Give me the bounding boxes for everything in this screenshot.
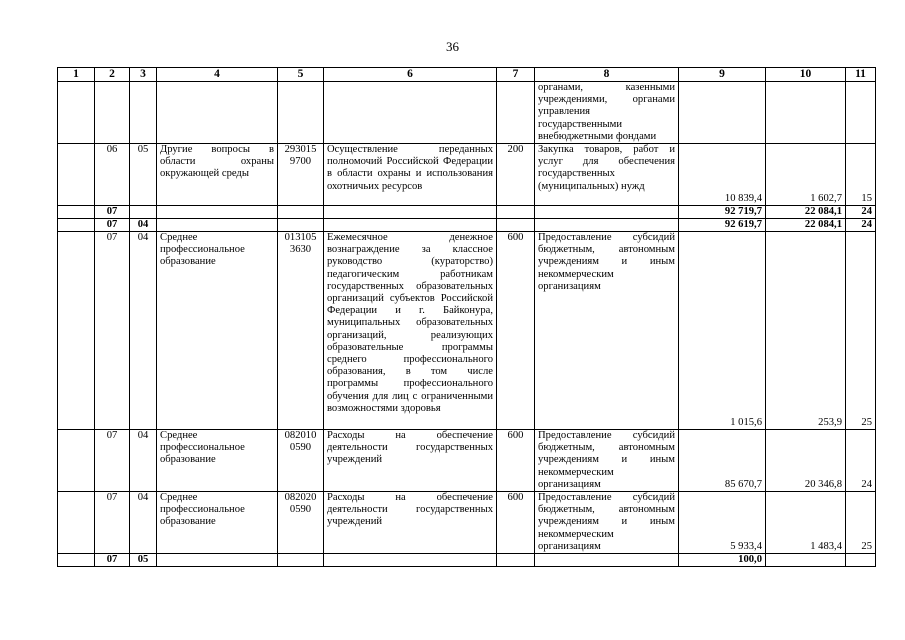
cell-col1 — [58, 430, 95, 492]
cell-subsection: 04 — [130, 232, 157, 430]
column-header: 11 — [846, 68, 876, 82]
cell-col1 — [58, 232, 95, 430]
cell-col1 — [58, 219, 95, 232]
cell-subsection-name — [157, 82, 278, 144]
cell-amount-planned: 10 839,4 — [679, 144, 766, 206]
cell-amount-executed — [766, 82, 846, 144]
cell-col1 — [58, 492, 95, 554]
column-header: 2 — [95, 68, 130, 82]
cell-percent: 24 — [846, 219, 876, 232]
cell-expense-code — [497, 219, 535, 232]
cell-subsection-name: Среднее профессиональное образование — [157, 232, 278, 430]
table-row — [58, 82, 876, 144]
cell-target-code — [278, 219, 324, 232]
cell-col1 — [58, 144, 95, 206]
cell-col1 — [58, 554, 95, 567]
cell-subsection: 04 — [130, 430, 157, 492]
cell-expense-name — [535, 554, 679, 567]
cell-target-name: Ежемесячное денежное вознаграждение за классное руководство (кураторство) педагогическим работникам государственных образовательных организаций субъектов Российской Федерации и г. Байконура, муниципальных образовательных организаций, реализующих образовательные программы среднего профессионального образования, в том числе программы профессионального обучения для лиц с ограниченными возможностями здоровья — [324, 232, 497, 430]
cell-amount-executed: 1 602,7 — [766, 144, 846, 206]
cell-subsection-name: Среднее профессиональное образование — [157, 430, 278, 492]
page-number: 36 — [446, 39, 459, 54]
table-row — [58, 492, 876, 554]
cell-subsection-name — [157, 554, 278, 567]
cell-section: 07 — [95, 554, 130, 567]
cell-section: 06 — [95, 144, 130, 206]
cell-percent: 25 — [846, 232, 876, 430]
cell-target-name: Осуществление переданных полномочий Российской Федерации в области охраны и использования охотничьих ресурсов — [324, 144, 497, 206]
cell-amount-planned: 92 619,7 — [679, 219, 766, 232]
cell-section: 07 — [95, 206, 130, 219]
cell-percent — [846, 82, 876, 144]
column-header: 9 — [679, 68, 766, 82]
cell-expense-code: 600 — [497, 492, 535, 554]
cell-percent: 24 — [846, 430, 876, 492]
cell-amount-executed: 20 346,8 — [766, 430, 846, 492]
cell-amount-planned — [679, 82, 766, 144]
cell-subsection: 04 — [130, 492, 157, 554]
cell-subsection-name: Другие вопросы в области охраны окружающей среды — [157, 144, 278, 206]
cell-subsection: 05 — [130, 144, 157, 206]
cell-target-name — [324, 82, 497, 144]
cell-target-code — [278, 206, 324, 219]
cell-section: 07 — [95, 492, 130, 554]
cell-expense-code: 600 — [497, 430, 535, 492]
cell-expense-code: 200 — [497, 144, 535, 206]
cell-col1 — [58, 82, 95, 144]
cell-amount-executed — [766, 554, 846, 567]
budget-table — [57, 67, 876, 567]
cell-target-code: 013105 3630 — [278, 232, 324, 430]
section-total-row — [58, 206, 876, 219]
cell-percent: 25 — [846, 492, 876, 554]
cell-target-code — [278, 82, 324, 144]
cell-expense-code — [497, 82, 535, 144]
cell-expense-name — [535, 206, 679, 219]
cell-subsection-name — [157, 206, 278, 219]
table-row — [58, 232, 876, 430]
subsection-total-row — [58, 219, 876, 232]
cell-section: 07 — [95, 430, 130, 492]
cell-subsection — [130, 206, 157, 219]
cell-amount-planned: 5 933,4 — [679, 492, 766, 554]
cell-expense-name: Предоставление субсидий бюджетным, автономным учреждениям и иным некоммерческим организациям — [535, 430, 679, 492]
subsection-total-row — [58, 554, 876, 567]
cell-subsection: 04 — [130, 219, 157, 232]
cell-amount-planned: 1 015,6 — [679, 232, 766, 430]
cell-amount-planned: 92 719,7 — [679, 206, 766, 219]
cell-amount-executed: 253,9 — [766, 232, 846, 430]
column-header: 6 — [324, 68, 497, 82]
table-row — [58, 144, 876, 206]
cell-expense-name: Предоставление субсидий бюджетным, автономным учреждениям и иным некоммерческим организациям — [535, 492, 679, 554]
cell-target-code: 293015 9700 — [278, 144, 324, 206]
column-header: 7 — [497, 68, 535, 82]
cell-target-name — [324, 206, 497, 219]
cell-expense-code — [497, 206, 535, 219]
cell-target-name — [324, 219, 497, 232]
cell-expense-name — [535, 219, 679, 232]
column-header: 8 — [535, 68, 679, 82]
column-header: 10 — [766, 68, 846, 82]
column-header: 1 — [58, 68, 95, 82]
cell-percent — [846, 554, 876, 567]
cell-amount-planned: 85 670,7 — [679, 430, 766, 492]
cell-target-code: 082010 0590 — [278, 430, 324, 492]
cell-percent: 15 — [846, 144, 876, 206]
cell-expense-name: Предоставление субсидий бюджетным, автономным учреждениям и иным некоммерческим организациям — [535, 232, 679, 430]
cell-target-code: 082020 0590 — [278, 492, 324, 554]
column-header: 5 — [278, 68, 324, 82]
cell-target-name — [324, 554, 497, 567]
cell-section — [95, 82, 130, 144]
column-header: 4 — [157, 68, 278, 82]
cell-amount-executed: 22 084,1 — [766, 219, 846, 232]
cell-section: 07 — [95, 232, 130, 430]
column-header: 3 — [130, 68, 157, 82]
cell-expense-name: Закупка товаров, работ и услуг для обеспечения государственных (муниципальных) нужд — [535, 144, 679, 206]
cell-amount-planned: 100,0 — [679, 554, 766, 567]
cell-expense-name: органами, казенными учреждениями, органами управления государственными внебюджетными фондами — [535, 82, 679, 144]
cell-subsection: 05 — [130, 554, 157, 567]
cell-expense-code — [497, 554, 535, 567]
cell-expense-code: 600 — [497, 232, 535, 430]
cell-target-name: Расходы на обеспечение деятельности государственных учреждений — [324, 430, 497, 492]
cell-section: 07 — [95, 219, 130, 232]
cell-subsection-name — [157, 219, 278, 232]
cell-amount-executed: 1 483,4 — [766, 492, 846, 554]
cell-subsection — [130, 82, 157, 144]
cell-percent: 24 — [846, 206, 876, 219]
table-header-row — [58, 68, 876, 82]
cell-amount-executed: 22 084,1 — [766, 206, 846, 219]
cell-target-name: Расходы на обеспечение деятельности государственных учреждений — [324, 492, 497, 554]
cell-target-code — [278, 554, 324, 567]
table-row — [58, 430, 876, 492]
cell-col1 — [58, 206, 95, 219]
cell-subsection-name: Среднее профессиональное образование — [157, 492, 278, 554]
